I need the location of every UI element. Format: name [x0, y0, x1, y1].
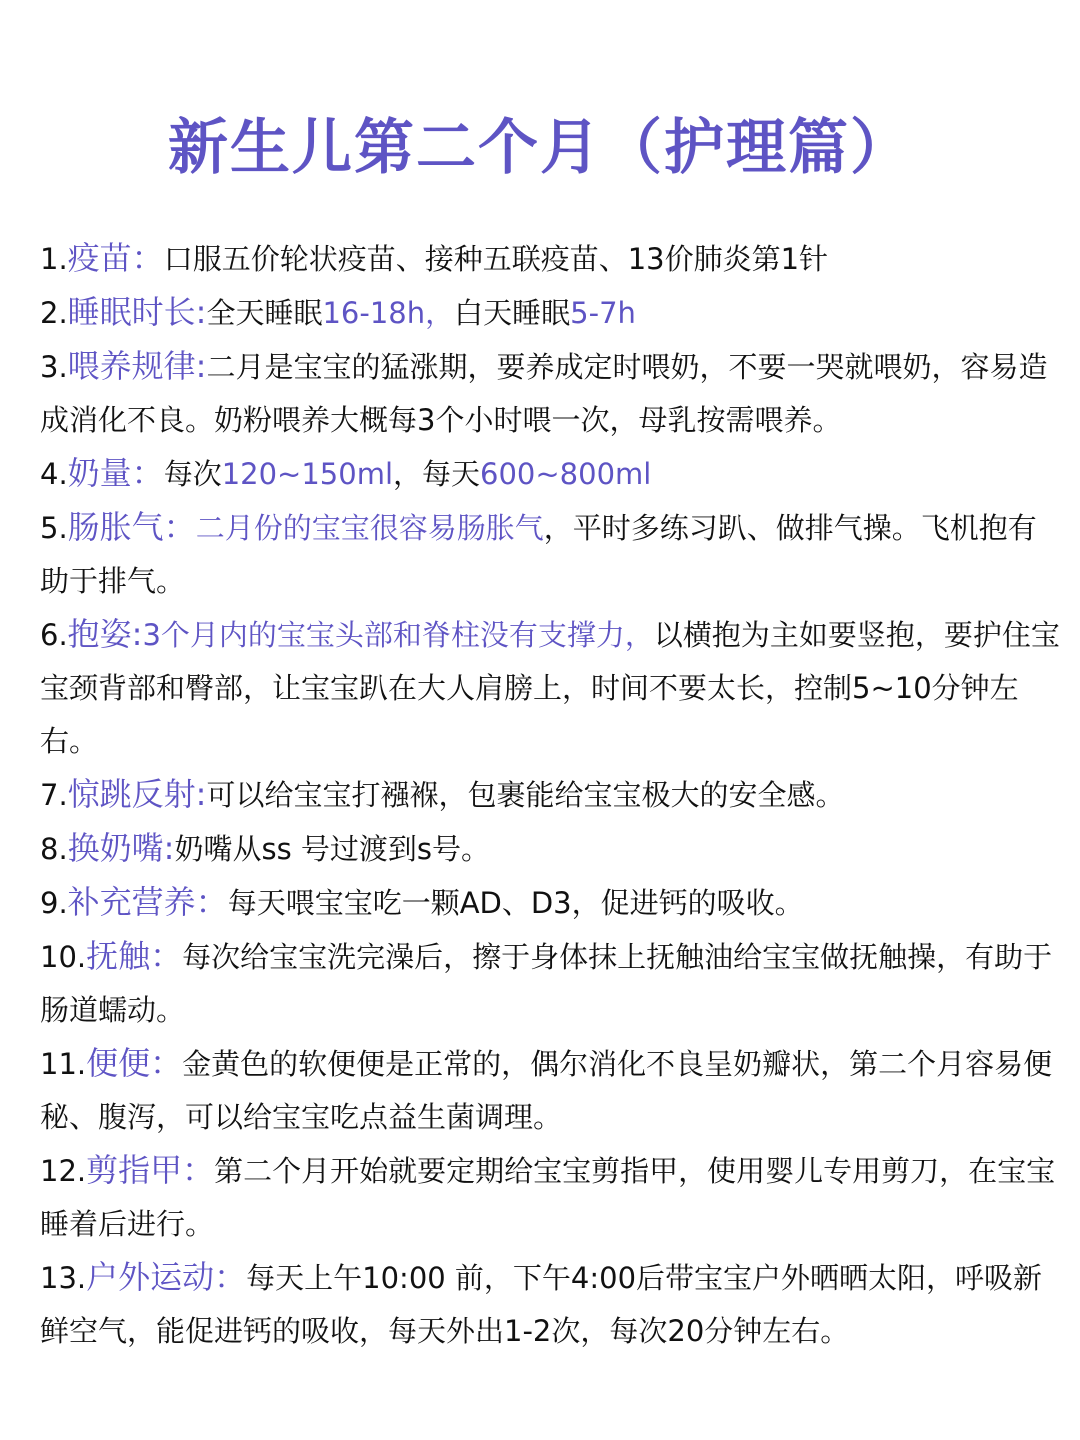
- item-label: 睡眠时长:: [67, 293, 207, 331]
- item-text: 可以给宝宝打襁褓，包裹能给宝宝极大的安全感。: [206, 778, 845, 812]
- item-label: 抱姿:: [67, 615, 143, 653]
- item-text: 每次: [163, 457, 222, 491]
- item-number: 3.: [40, 350, 68, 384]
- item-highlight-text: 120~150ml: [221, 457, 394, 491]
- item-number: 4.: [40, 457, 68, 491]
- item-number: 7.: [40, 778, 68, 812]
- item-number: 11.: [40, 1047, 87, 1081]
- care-item: [40, 1144, 1060, 1251]
- item-number: 6.: [40, 618, 68, 652]
- care-item: [40, 768, 1060, 822]
- item-highlight-text: 600~800ml: [480, 457, 652, 491]
- care-item: [40, 286, 1060, 340]
- item-text: 以横抱为主如要竖抱，要护住宝宝颈背部和臀部，让宝宝趴在大人肩膀上，时间不要太长，控制5~10分钟左右。: [40, 618, 1060, 758]
- care-item: [40, 1037, 1060, 1144]
- item-highlight-text: 二月份的宝宝很容易肠胀气: [195, 511, 544, 545]
- item-label: 肠胀气：: [67, 508, 196, 546]
- item-label: 疫苗：: [67, 239, 164, 277]
- item-text: 每天上午10:00 前，下午4:00后带宝宝户外晒晒太阳，呼吸新鲜空气，能促进钙的吸收，每天外出1-2次，每次20分钟左右。: [40, 1261, 1043, 1348]
- care-item: [40, 930, 1060, 1037]
- care-item: [40, 608, 1060, 768]
- item-text: 白天睡眠: [454, 296, 571, 330]
- item-label: 抚触：: [86, 937, 183, 975]
- item-label: 喂养规律:: [67, 347, 207, 385]
- item-label: 换奶嘴:: [67, 829, 175, 867]
- item-label: 便便：: [86, 1044, 183, 1082]
- item-label: 奶量：: [67, 454, 164, 492]
- page-title: 新生儿第二个月（护理篇）: [168, 113, 912, 183]
- item-label: 惊跳反射:: [67, 775, 207, 813]
- item-label: 补充营养：: [67, 883, 228, 921]
- item-number: 1.: [40, 242, 68, 276]
- item-number: 12.: [40, 1154, 87, 1188]
- item-number: 5.: [40, 511, 68, 545]
- care-list: [40, 232, 1060, 1358]
- item-text: 全天睡眠: [206, 296, 323, 330]
- item-text: 金黄色的软便便是正常的，偶尔消化不良呈奶瓣状，第二个月容易便秘、腹泻，可以给宝宝吃点益生菌调理。: [40, 1047, 1053, 1134]
- item-text: 每天喂宝宝吃一颗AD、D3，促进钙的吸收。: [227, 886, 804, 920]
- item-text: ，每天: [393, 457, 481, 491]
- item-text: 二月是宝宝的猛涨期，要养成定时喂奶，不要一哭就喂奶，容易造成消化不良。奶粉喂养大概每3个小时喂一次，母乳按需喂养。: [40, 350, 1048, 437]
- item-highlight-text: 3个月内的宝宝头部和脊柱没有支撑力，: [142, 618, 654, 652]
- item-number: 13.: [40, 1261, 87, 1295]
- care-item: [40, 232, 1060, 286]
- item-text: 第二个月开始就要定期给宝宝剪指甲，使用婴儿专用剪刀，在宝宝睡着后进行。: [40, 1154, 1056, 1241]
- item-highlight-text: 16-18h，: [322, 296, 455, 330]
- item-text: 奶嘴从ss 号过渡到s号。: [174, 832, 491, 866]
- item-number: 10.: [40, 940, 87, 974]
- item-text: 口服五价轮状疫苗、接种五联疫苗、13价肺炎第1针: [163, 242, 829, 276]
- item-label: 户外运动：: [86, 1258, 247, 1296]
- care-item: [40, 501, 1060, 608]
- care-item: [40, 340, 1060, 447]
- care-item: [40, 1251, 1060, 1358]
- item-text: 每次给宝宝洗完澡后，擦于身体抹上抚触油给宝宝做抚触操，有助于肠道蠕动。: [40, 940, 1053, 1027]
- item-text: ，平时多练习趴、做排气操。飞机抱有助于排气。: [40, 511, 1037, 598]
- item-label: 剪指甲：: [86, 1151, 215, 1189]
- care-item: [40, 876, 1060, 930]
- care-item: [40, 447, 1060, 501]
- care-item: [40, 822, 1060, 876]
- item-number: 2.: [40, 296, 68, 330]
- item-highlight-text: 5-7h: [570, 296, 636, 330]
- item-number: 9.: [40, 886, 68, 920]
- item-number: 8.: [40, 832, 68, 866]
